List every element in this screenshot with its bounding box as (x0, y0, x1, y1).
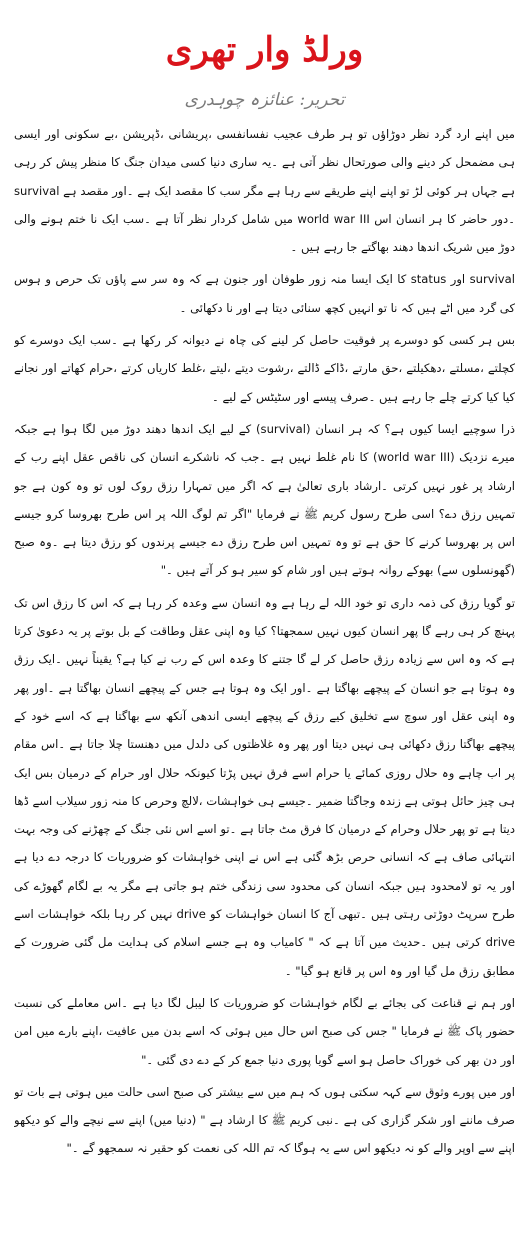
paragraph-4: ذرا سوچیے ایسا کیوں ہے؟ کہ ہر انسان (survival) کے لیے ایک اندھا دھند دوڑ میں لگا ہوا ہے جبکہ میرے نزدیک (world war III) کا نام غلط نہیں ہے ۔جب کہ ناشکرے انسان کی ناقص عقل اپنے رب کے ارشاد پر غور نہیں کرتی ۔ارشاد باری تعالیٰ ہے کہ اگر میں تمہارا رزق روک لوں تو وہ کون ہے جو تمہیں رزق دے؟ اسی طرح رسول کریم ﷺ نے فرمایا "اگر تم لوگ اللہ پر اس طرح بھروسا کرو جیسے اس پر بھروسا کرنے کا حق ہے تو وہ تمہیں اس طرح رزق دے جیسے پرندوں کو رزق دیتا ہے ۔وہ صبح (گھونسلوں سے) بھوکے روانہ ہوتے ہیں اور شام کو سیر ہو کر آتے ہیں ۔" (14, 421, 515, 578)
article-byline: تحریر: عنائزہ چوہدری (184, 90, 345, 110)
paragraph-2: survival اور status کا ایک ایسا منہ زور طوفان اور جنون ہے کہ وہ سر سے پاؤں تک حرص و ہوس کی گرد میں اٹے ہیں کہ نا تو انہیں کچھ سنائی دیتا ہے اور نا دکھائی ۔ (14, 272, 515, 315)
paragraph-7: اور میں پورے وثوق سے کہہ سکتی ہوں کہ ہم میں سے بیشتر کی صبح اسی حالت میں ہوتی ہے بات تو صرف ماننے اور شکر گزاری کی ہے ۔نبی کریم ﷺ کا ارشاد ہے " (دنیا میں) اپنے سے نیچے والے کو دیکھو اپنے سے اوپر والے کو نہ دیکھو اس سے یہ ہوگا کہ تم اللہ کی نعمت کو حقیر نہ سمجھو گے ۔" (14, 1084, 515, 1156)
paragraph-5: تو گویا رزق کی ذمہ داری تو خود اللہ لے رہا ہے وہ انسان سے وعدہ کر رہا ہے کہ اس کا رزق اس تک پہنچ کر ہی رہے گا پھر انسان کیوں نہیں سمجھتا؟ کیا وہ اپنی عقل وطاقت کے بل بوتے پر یہ دعویٰ کرتا ہے کہ وہ اس سے زیادہ رزق حاصل کر لے گا جتنے کا وعدہ اس کے رب نے کیا ہے؟ یقیناً نہیں ۔ایک رزق وہ ہوتا ہے جو انسان کے پیچھے بھاگتا ہے ۔اور ایک وہ ہوتا ہے جس کے پیچھے انسان بھاگتا ہے ۔اور پھر وہ اپنی عقل اور سوچ سے تخلیق کیے رزق کے پیچھے ایسی اندھی آنکھ سے بھاگتا ہے کہ اسے خود کے پیچھے بھاگتا رزق دکھائی ہی نہیں دیتا اور پھر وہ غلاظتوں کی دلدل میں دھنستا چلا جاتا ہے ۔اس مقام پر اب چاہے وہ حلال روزی کمائے یا حرام اسے فرق نہیں پڑتا کیونکہ حلال اور حرام کے درمیان بس ایک ہی چیز حائل ہوتی ہے زندہ وجاگتا ضمیر ۔جیسے ہی خواہشات ،لالچ وحرص کا منہ زور سیلاب اسے ڈھا دیتا ہے تو پھر حلال وحرام کے درمیان کا فرق مٹ جاتا ہے ۔تو اسے اس نئی جنگ کے چھڑنے کی وجہ بہت انتہائی صاف ہے کہ انسانی حرص بڑھ گئی ہے اس نے اپنی خواہشات کو ضروریات کا درجہ دے دیا ہے اور یہ تو لامحدود ہیں جبکہ انسان کی محدود سی زندگی ختم ہو جاتی ہے مگر یہ بے لگام گھوڑے کی طرح سرپٹ دوڑتی رہتی ہیں ۔تبھی آج کا انسان خواہشات کو drive نہیں کر رہا بلکہ خواہشات اسے drive کرتی ہیں ۔حدیث میں آتا ہے کہ " کامیاب وہ ہے جسے اسلام کی ہدایت مل گئی ضرورت کے مطابق رزق مل گیا اور وہ اس پر قانع ہو گیا" ۔ (14, 595, 515, 978)
paragraph-6: اور ہم نے قناعت کی بجائے بے لگام خواہشات کو ضروریات کا لیبل لگا دیا ہے ۔اس معاملے کی نسبت حضور پاک ﷺ نے فرمایا " جس کی صبح اس حال میں ہوئی کہ اسے بدن میں عافیت ،اپنے بارے میں امن اور دن بھر کی خوراک حاصل ہو اسے گویا پوری دنیا جمع کر کے دے دی گئی ۔" (14, 995, 515, 1067)
paragraph-1: میں اپنے ارد گرد نظر دوڑاؤں تو ہر طرف عجیب نفسانفسی ،پریشانی ،ڈپریشن ،بے سکونی اور ایسی ہی مضمحل کر دینے والی صورتحال نظر آتی ہے ۔یہ ساری دنیا کسی میدان جنگ کا منظر پیش کر رہی ہے جہاں ہر کوئی لڑ تو اپنے اپنے طریقے سے رہا ہے مگر سب کا مقصد ایک ہے ۔اور مقصد ہے survival ۔دور حاضر کا ہر انسان اس world war III میں شامل کردار نظر آتا ہے ۔سب ایک نا ختم ہونے والی دوڑ میں شریک اندھا دھند بھاگتے جا رہے ہیں ۔ (14, 127, 515, 255)
article-title: ورلڈ وار تھری (165, 30, 364, 70)
article-body (14, 120, 515, 1258)
paragraph-3: بس ہر کسی کو دوسرے پر فوقیت حاصل کر لینے کی چاہ نے دیوانہ کر رکھا ہے ۔سب ایک دوسرے کو کچلتے ،مسلتے ،دھکیلتے ،حق مارتے ،ڈاکے ڈالتے ،رشوت دیتے ،لیتے ،غلط کاریاں کرتے ،حرام کھاتے اور نجانے کیا کیا کرتے چلے جا رہے ہیں ۔صرف پیسے اور سٹیٹس کے لیے ۔ (14, 333, 515, 404)
